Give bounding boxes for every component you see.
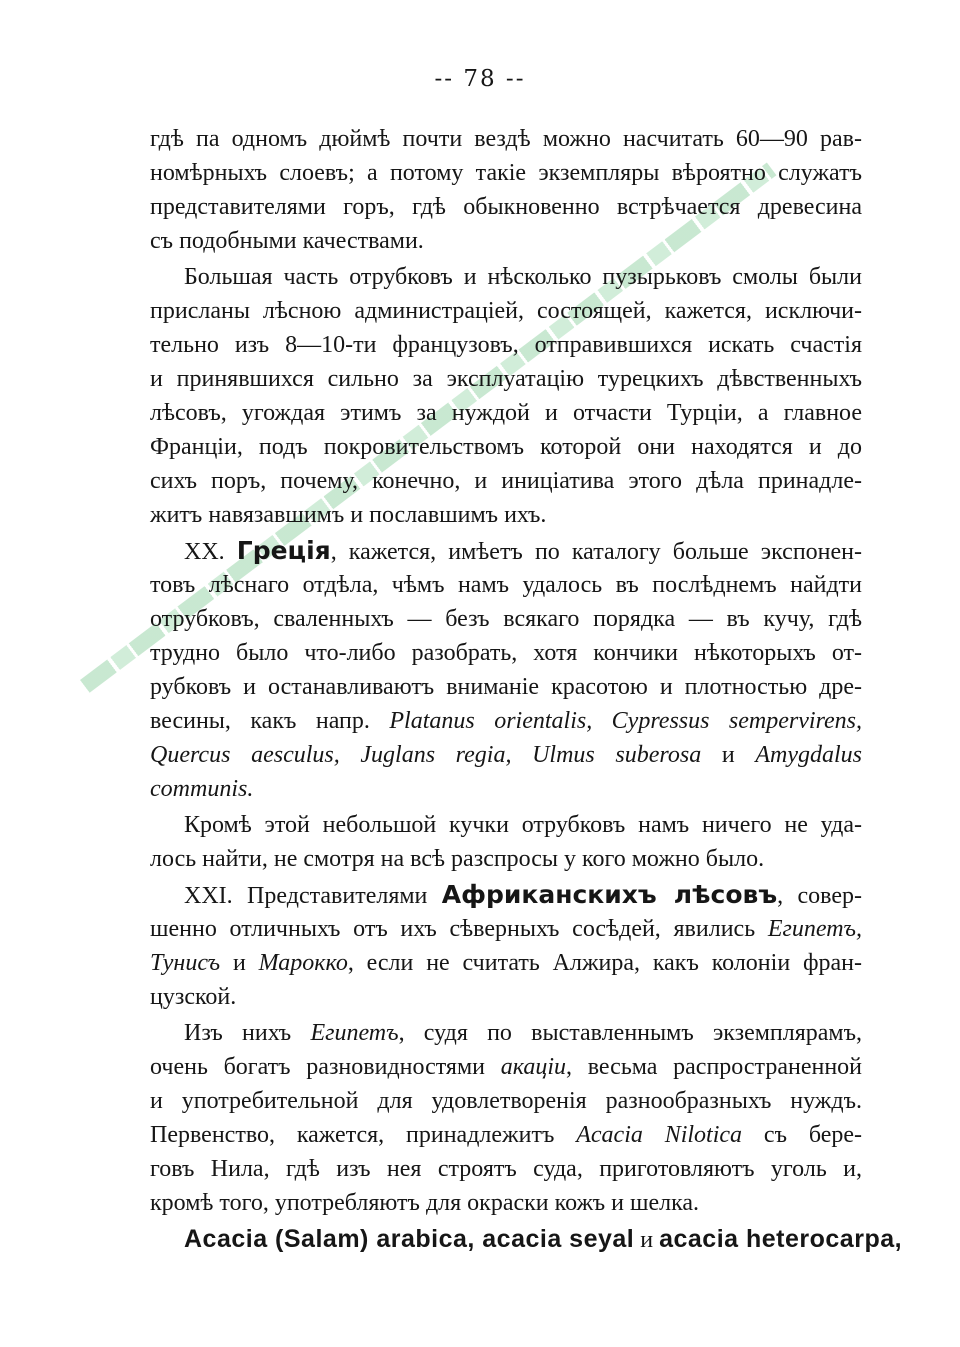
text-line: говъ Нила, гдѣ изъ нея строятъ суда, приготовляютъ уголь и, xyxy=(150,1156,862,1182)
section-xxi-heading-line xyxy=(150,878,862,912)
latin-species-name: Acacia Nilotica xyxy=(576,1122,743,1148)
latin-species-name-bold: acacia heterocarpa, xyxy=(659,1225,903,1253)
text-line xyxy=(150,738,862,772)
text-line: трудно было что-либо разобрать, хотя кончики нѣкоторыхъ от- xyxy=(150,640,862,666)
text-line: товъ лѣснаго отдѣла, чѣмъ намъ удалось въ послѣднемъ найдти xyxy=(150,572,862,598)
text-line: рубковъ и останавливаютъ вниманіе красотою и плотностью дре- xyxy=(150,674,862,700)
section-title-african-forests: Африканскихъ лѣсовъ xyxy=(441,880,778,909)
text-fragment: очень богатъ разновидностями xyxy=(150,1054,485,1080)
latin-species-names: Platanus orientalis, Cypressus sempervirens, xyxy=(389,708,863,734)
text-fragment: , кажется, имѣетъ по каталогу больше экспонен- xyxy=(330,539,862,565)
section-xx-heading-line xyxy=(150,534,862,568)
text-line: тельно изъ 8—10-ти французовъ, отправившихся искать счастія xyxy=(150,332,862,358)
body-text xyxy=(150,122,903,1256)
latin-species-names-bold: Acacia (Salam) arabica, acacia seyal xyxy=(184,1225,635,1253)
text-line: гдѣ па одномъ дюймѣ почти вездѣ можно насчитать 60—90 рав- xyxy=(150,126,862,152)
text-line: съ подобными качествами. xyxy=(150,228,424,254)
country-name: Марокко xyxy=(258,950,348,976)
latin-species-name: Amygdalus xyxy=(755,742,863,768)
text-fragment: , весьма распространенной xyxy=(566,1054,863,1080)
text-fragment: и xyxy=(721,742,735,768)
country-name: Египетъ, xyxy=(767,916,863,942)
text-line xyxy=(150,912,862,946)
emphasized-word: акаціи xyxy=(500,1054,567,1080)
text-line: communis. xyxy=(150,776,254,802)
text-line: житъ навязавшимъ и пославшимъ ихъ. xyxy=(150,502,547,528)
text-line: номѣрныхъ слоевъ; а потому такіе экземпляры вѣроятно служатъ xyxy=(150,160,862,186)
text-line: присланы лѣсною администраціей, состоящей, кажется, исключи- xyxy=(150,298,862,324)
text-fragment: и xyxy=(640,1227,654,1253)
text-line: Кромѣ этой небольшой кучки отрубковъ намъ ничего не уда- xyxy=(184,812,862,838)
page-number: -- 78 -- xyxy=(434,66,526,92)
text-line xyxy=(150,1118,862,1152)
text-fragment: шенно отличныхъ отъ ихъ сѣверныхъ сосѣдей, явились xyxy=(150,916,756,942)
text-line: Франціи, подъ покровительствомъ которой они находятся и до xyxy=(150,434,862,460)
text-line: сихъ поръ, почему, конечно, и иниціатива этого дѣла принадле- xyxy=(150,468,862,494)
text-fragment: XXI. Представителями xyxy=(184,883,428,909)
text-line: и принявшихся сильно за эксплуатацію турецкихъ дѣвственныхъ xyxy=(150,366,862,392)
text-fragment: и xyxy=(232,950,246,976)
text-fragment: Первенство, кажется, принадлежитъ xyxy=(150,1122,555,1148)
text-fragment: съ бере- xyxy=(763,1122,863,1148)
text-line xyxy=(150,1050,862,1084)
text-line: представителями горъ, гдѣ обыкновенно встрѣчается древесина xyxy=(150,194,862,220)
acacia-heading-line xyxy=(150,1222,903,1256)
text-line: отрубковъ, сваленныхъ — безъ всякаго порядка — въ кучу, гдѣ xyxy=(150,606,862,632)
text-fragment: весины, какъ напр. xyxy=(150,708,370,734)
text-line: кромѣ того, употребляютъ для окраски кожъ и шелка. xyxy=(150,1190,700,1216)
country-name: Египетъ xyxy=(310,1020,399,1046)
text-line xyxy=(150,1016,862,1050)
latin-species-names: Quercus aesculus, Juglans regia, Ulmus suberosa xyxy=(150,742,702,768)
text-fragment: , если не считать Алжира, какъ колоніи фран- xyxy=(347,950,863,976)
text-line: лось найти, не смотря на всѣ разспросы у кого можно было. xyxy=(150,846,765,872)
country-name: Тунисъ xyxy=(150,950,221,976)
text-line: Большая часть отрубковъ и нѣсколько пузырьковъ смолы были xyxy=(184,264,862,290)
text-line: цузской. xyxy=(150,984,237,1010)
section-number: XX. xyxy=(184,539,225,565)
text-line xyxy=(150,704,862,738)
text-line xyxy=(150,946,862,980)
text-line: лѣсовъ, угождая этимъ за нуждой и отчасти Турціи, а главное xyxy=(150,400,862,426)
section-title-greece: Греція xyxy=(236,536,331,565)
text-fragment: , совер- xyxy=(777,883,862,909)
text-fragment: , судя по выставленнымъ экземплярамъ, xyxy=(398,1020,863,1046)
text-line: и употребительной для удовлетворенія разнообразныхъ нуждъ. xyxy=(150,1088,862,1114)
text-fragment: Изъ нихъ xyxy=(184,1020,292,1046)
